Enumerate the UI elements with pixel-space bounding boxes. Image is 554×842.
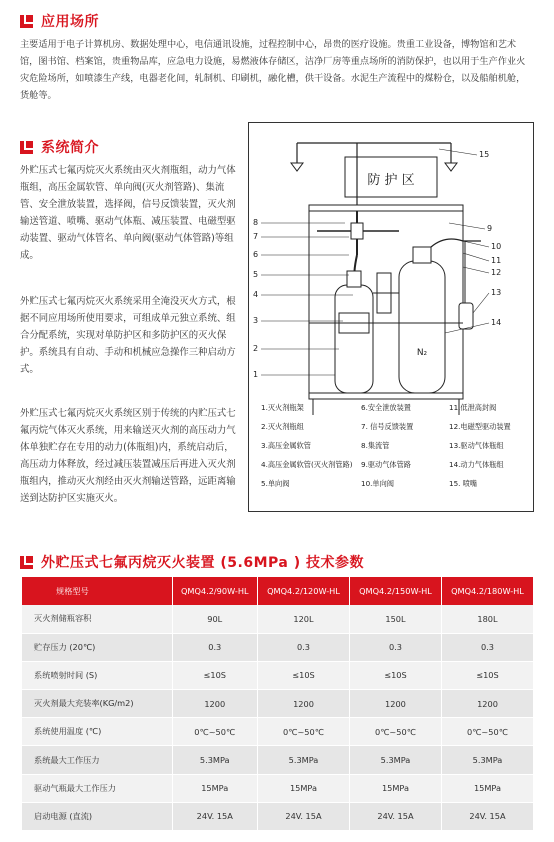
legend-item: 9.驱动气体管路 <box>361 460 411 469</box>
spec-table-header-cell: QMQ4.2/90W-HL <box>172 577 258 605</box>
callout-number: 11 <box>491 256 502 265</box>
table-cell: 5.3MPa <box>349 746 441 774</box>
table-cell: 0.3 <box>441 633 533 661</box>
intro-paragraph-3: 外贮压式七氟丙烷灭火系统区别于传统的内贮压式七氟丙烷气体灭火系统，用来输送灭火剂的高压动力气体单独贮存在专用的动力(体瓶组)内，系统启动后，高压动力体释放，经过减压装置减压后再进入灭火剂瓶组内，推动灭火剂经由灭火剂输送管路，远距离输送到达防护区实施灭火。 <box>20 408 236 504</box>
callout-number: 1 <box>253 370 259 379</box>
table-row <box>22 718 534 746</box>
legend-item: 10.单向阀 <box>361 479 394 488</box>
legend-item: 1.灭火剂瓶架 <box>261 403 304 412</box>
legend-item: 7. 信号反馈装置 <box>361 422 414 431</box>
table-cell: 24V. 15A <box>172 802 258 830</box>
table-cell: 15MPa <box>172 774 258 802</box>
legend-item: 2.灭火剂瓶组 <box>261 422 304 431</box>
callout-number: 4 <box>253 290 259 299</box>
table-cell: 系统喷射时间 (S) <box>22 661 172 689</box>
table-cell: 0℃~50℃ <box>441 718 533 746</box>
table-cell: 120L <box>258 605 350 633</box>
callout-number: 12 <box>491 268 502 277</box>
table-cell: 1200 <box>441 690 533 718</box>
n2-label: N₂ <box>416 348 428 358</box>
table-cell: 灭火剂储瓶容积 <box>22 605 172 633</box>
table-cell: ≤10S <box>349 661 441 689</box>
section-icon <box>20 555 34 569</box>
table-cell: 15MPa <box>258 774 350 802</box>
section-title: 应用场所 <box>41 14 99 30</box>
drive-gas-cylinder <box>459 303 473 329</box>
system-diagram <box>248 122 534 512</box>
diagram-legend <box>261 403 527 489</box>
application-text: 主要适用于电子计算机房、数据处理中心，电信通讯设施，过程控制中心，昂贵的医疗设施。贵重工业设备，博物馆和艺术馆，图书馆、档案馆，贵重物品库，应急电力设施，易燃液体存储区，洁净厂房等重点场所的消防保护，也以用于生产作业火灾危险场所，如喷漆生产线，电器老化间，轧制机、印刷机，融化槽，供干设备。水泥生产流程中的煤粉仓，以及船舶机舱，货舱等。 <box>20 39 526 101</box>
power-gas-cylinder <box>399 261 445 393</box>
callout-number: 15 <box>479 150 490 159</box>
table-cell: 15MPa <box>349 774 441 802</box>
legend-item: 6.安全泄放装置 <box>361 403 411 412</box>
table-cell: ≤10S <box>172 661 258 689</box>
callout-number: 8 <box>253 218 259 227</box>
callout-number: 6 <box>253 250 259 259</box>
section-title: 外贮压式七氟丙烷灭火装置 (5.6MPa ) 技术参数 <box>41 555 364 571</box>
intro-paragraph-2: 外贮压式七氟丙烷灭火系统采用全淹没灭火方式，根据不同应用场所使用要求，可组成单元独立系统、组合分配系统，实现对单防护区和多防护区的灭火保护。系统具有自动、手动和机械应急操作三种启动方式。 <box>20 296 236 375</box>
spec-table-header-cell: QMQ4.2/180W-HL <box>441 577 533 605</box>
table-cell: 0.3 <box>258 633 350 661</box>
table-cell: 15MPa <box>441 774 533 802</box>
table-cell: 0.3 <box>172 633 258 661</box>
legend-item: 15. 喷嘴 <box>449 479 478 488</box>
table-row <box>22 605 534 633</box>
legend-item: 3.高压金属软管 <box>261 441 311 450</box>
section-title: 系统简介 <box>41 140 99 156</box>
nozzle-icon <box>445 163 457 171</box>
agent-cylinder <box>335 285 373 393</box>
legend-item: 13.驱动气体瓶组 <box>449 441 504 450</box>
table-cell: 24V. 15A <box>349 802 441 830</box>
table-cell: 0℃~50℃ <box>258 718 350 746</box>
table-row <box>22 802 534 830</box>
section-header-intro <box>20 137 99 157</box>
protection-zone-label: 防 护 区 <box>367 173 415 188</box>
spec-table-header-cell: 规格型号 <box>22 577 172 605</box>
callout-number: 7 <box>253 232 259 241</box>
table-cell: 5.3MPa <box>441 746 533 774</box>
callout-number: 9 <box>487 224 493 233</box>
table-cell: 启动电源 (直流) <box>22 802 172 830</box>
table-row <box>22 774 534 802</box>
legend-item: 8.集流管 <box>361 441 390 450</box>
intro-paragraph-1: 外贮压式七氟丙烷灭火系统由灭火剂瓶组，动力气体瓶组，高压金属软管、单向阀(灭火剂管路)、集流管、安全泄放装置，选择阀，信号反馈装置，灭火剂输送管道、喷嘴、驱动气体瓶、减压装置、电磁型驱动装置、驱动气体管名、单向阀(驱动气体管路)等组成。 <box>20 165 236 261</box>
table-cell: 150L <box>349 605 441 633</box>
table-cell: 1200 <box>172 690 258 718</box>
callout-number: 13 <box>491 288 502 297</box>
table-cell: 24V. 15A <box>258 802 350 830</box>
table-cell: 驱动气瓶最大工作压力 <box>22 774 172 802</box>
table-row <box>22 661 534 689</box>
legend-item: 5.单向阀 <box>261 479 290 488</box>
spec-table-header-cell: QMQ4.2/120W-HL <box>258 577 350 605</box>
callout-number: 3 <box>253 316 259 325</box>
nozzle-icon <box>291 163 303 171</box>
legend-item: 14.动力气体瓶组 <box>449 460 504 469</box>
table-cell: 贮存压力 (20℃) <box>22 633 172 661</box>
table-cell: 24V. 15A <box>441 802 533 830</box>
legend-item: 4.高压金属软管(灭火剂管路) <box>261 460 353 469</box>
section-header-specs <box>20 552 364 572</box>
spec-table-header-row <box>22 577 534 605</box>
table-cell: 90L <box>172 605 258 633</box>
table-cell: ≤10S <box>258 661 350 689</box>
spec-table-header-cell: QMQ4.2/150W-HL <box>349 577 441 605</box>
table-row <box>22 690 534 718</box>
callout-number: 2 <box>253 344 259 353</box>
legend-item: 12.电磁型驱动装置 <box>449 422 511 431</box>
table-cell: 系统使用温度 (℃) <box>22 718 172 746</box>
legend-item: 11.低泄高封阀 <box>449 403 497 412</box>
section-icon <box>20 14 34 28</box>
table-cell: 灭火剂最大充装率(KG/m2) <box>22 690 172 718</box>
callout-number: 14 <box>491 318 502 327</box>
table-row <box>22 633 534 661</box>
table-cell: ≤10S <box>441 661 533 689</box>
table-cell: 0.3 <box>349 633 441 661</box>
table-cell: 1200 <box>349 690 441 718</box>
table-cell: 180L <box>441 605 533 633</box>
table-row <box>22 746 534 774</box>
callout-number: 5 <box>253 270 259 279</box>
table-cell: 0℃~50℃ <box>349 718 441 746</box>
table-cell: 5.3MPa <box>172 746 258 774</box>
table-cell: 0℃~50℃ <box>172 718 258 746</box>
table-cell: 系统最大工作压力 <box>22 746 172 774</box>
table-cell: 5.3MPa <box>258 746 350 774</box>
table-cell: 1200 <box>258 690 350 718</box>
section-icon <box>20 140 34 154</box>
callout-number: 10 <box>491 242 502 251</box>
section-header-application <box>20 11 99 31</box>
spec-table <box>22 577 534 831</box>
